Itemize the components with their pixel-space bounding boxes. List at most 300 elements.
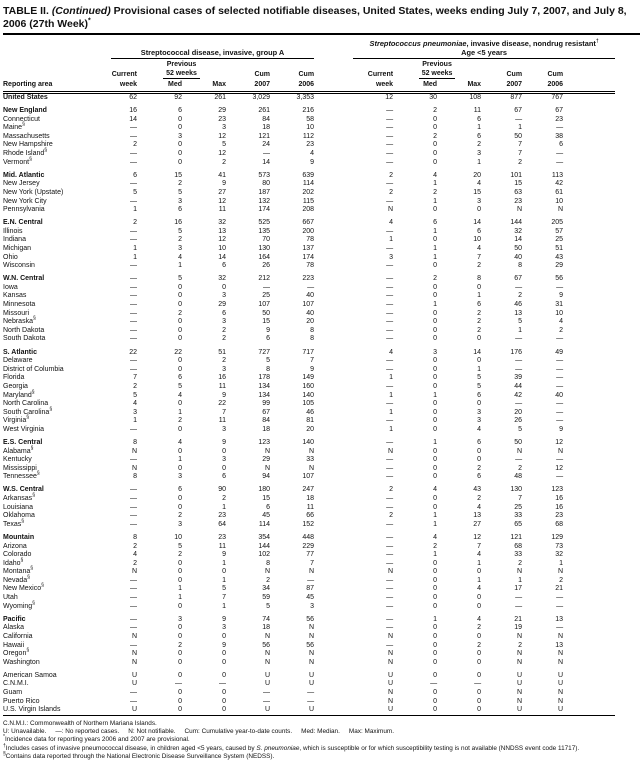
row-label: Utah <box>3 594 18 602</box>
spacer-cell <box>314 262 353 271</box>
data-cell: 59 <box>262 594 270 602</box>
data-cell: U <box>264 706 270 714</box>
table-row <box>3 107 615 116</box>
spacer-cell <box>314 706 353 715</box>
data-cell: 2 <box>178 417 182 425</box>
data-cell: — <box>386 438 394 446</box>
data-cell: 1 <box>222 576 226 584</box>
table-row <box>3 318 615 327</box>
data-cell: — <box>386 495 394 503</box>
data-cell: — <box>556 456 564 464</box>
data-cell: 140 <box>302 438 315 446</box>
row-label: Ohio <box>3 253 18 261</box>
data-cell: 26 <box>514 417 523 425</box>
data-cell: 2 <box>477 309 482 317</box>
spacer-cell <box>314 650 353 659</box>
data-cell: 5 <box>133 391 137 399</box>
data-cell: N <box>517 568 523 576</box>
data-cell: 10 <box>306 124 315 132</box>
row-label: Louisiana <box>3 503 33 511</box>
data-cell: U <box>131 680 137 688</box>
spacer-cell <box>563 456 615 465</box>
data-cell: 18 <box>306 495 315 503</box>
data-cell: 3 <box>222 292 226 300</box>
data-cell: 0 <box>433 576 438 584</box>
table-row <box>3 504 615 513</box>
data-cell: 9 <box>310 158 315 166</box>
row-label: C.N.M.I. <box>3 680 29 688</box>
data-cell: — <box>130 236 137 244</box>
data-cell: — <box>386 245 394 252</box>
data-cell: 0 <box>178 464 182 472</box>
data-cell: 50 <box>514 438 523 446</box>
data-cell: 114 <box>258 520 270 528</box>
data-cell: 0 <box>477 689 482 696</box>
data-cell: 2 <box>389 188 394 196</box>
data-cell: 56 <box>306 641 315 649</box>
data-cell: — <box>386 227 394 235</box>
data-cell: 7 <box>518 495 523 503</box>
data-cell: U <box>264 671 270 679</box>
data-cell: 9 <box>222 180 226 188</box>
spacer-cell <box>563 585 615 594</box>
data-cell: 667 <box>302 219 315 227</box>
table-row <box>3 189 615 198</box>
table-row <box>3 133 615 142</box>
data-cell: 0 <box>433 689 438 696</box>
data-cell: 1 <box>178 585 182 593</box>
row-label: New Jersey <box>3 180 40 188</box>
row-label: Rhode Island§ <box>3 147 48 158</box>
data-cell: 137 <box>302 245 315 252</box>
data-cell: 9 <box>222 438 226 446</box>
data-cell: 14 <box>473 219 482 227</box>
table-body <box>3 93 615 716</box>
data-cell: 2 <box>133 141 137 149</box>
spacer-cell <box>563 206 615 215</box>
data-cell: 68 <box>514 542 523 550</box>
data-cell: — <box>386 107 394 115</box>
data-cell: — <box>130 197 137 205</box>
data-cell: 20 <box>306 318 315 326</box>
data-cell: 0 <box>433 594 438 602</box>
data-cell: 2 <box>477 495 482 503</box>
data-cell: 16 <box>218 374 226 382</box>
data-cell: 448 <box>302 533 315 541</box>
data-cell: — <box>263 150 270 158</box>
data-cell: — <box>263 697 270 705</box>
data-cell: 20 <box>473 171 482 179</box>
data-cell: 50 <box>514 132 523 140</box>
spacer-cell <box>563 642 615 651</box>
data-cell: 525 <box>258 219 270 227</box>
data-cell: — <box>556 624 564 632</box>
row-label: Michigan <box>3 245 32 252</box>
data-cell: 21 <box>555 585 564 593</box>
data-cell: 23 <box>218 115 226 123</box>
data-cell: 11 <box>218 542 226 550</box>
data-cell: 6 <box>222 473 226 481</box>
data-cell: 20 <box>306 425 315 433</box>
data-cell: 84 <box>262 115 270 123</box>
data-cell: N <box>264 632 270 640</box>
data-cell: — <box>130 309 137 317</box>
data-cell: — <box>556 374 564 382</box>
data-cell: 1 <box>477 124 482 132</box>
data-cell: — <box>219 680 226 688</box>
data-cell: 2 <box>178 512 182 520</box>
data-cell: 2 <box>433 188 438 196</box>
data-cell: 3 <box>178 245 182 252</box>
row-label: New York City <box>3 197 47 205</box>
data-cell: 3 <box>222 425 226 433</box>
data-cell: 8 <box>133 438 137 446</box>
data-cell: 134 <box>258 382 270 390</box>
data-cell: 1 <box>389 236 394 244</box>
data-cell: 12 <box>218 132 226 140</box>
spacer-cell <box>314 577 353 586</box>
data-cell: 5 <box>133 188 137 196</box>
table-row <box>3 486 615 495</box>
data-cell: 101 <box>510 171 523 179</box>
data-cell: 12 <box>218 150 226 158</box>
data-cell: 0 <box>433 326 438 334</box>
row-label: Pennsylvania <box>3 206 45 214</box>
data-cell: 0 <box>477 632 482 640</box>
row-footnote-marker: § <box>22 121 25 128</box>
data-cell: 23 <box>218 512 226 520</box>
spacer-cell <box>563 284 615 293</box>
table-row <box>3 633 615 642</box>
col-cum-2006-a: Cum <box>298 71 315 78</box>
row-label: U.S. Virgin Islands <box>3 706 61 714</box>
data-cell: 25 <box>262 292 270 300</box>
col-cum-2007-a: Cum <box>254 71 270 78</box>
data-cell: — <box>515 365 523 373</box>
spacer-cell <box>563 706 615 715</box>
data-cell: 3 <box>178 197 182 205</box>
data-cell: N <box>309 568 315 576</box>
data-cell: 2 <box>178 309 182 317</box>
spacer-cell <box>563 133 615 142</box>
data-cell: 61 <box>555 188 564 196</box>
data-cell: N <box>264 447 270 455</box>
spacer-cell <box>563 426 615 435</box>
row-label: Idaho§ <box>3 557 24 567</box>
spacer-cell <box>314 448 353 457</box>
data-cell: 2 <box>477 464 482 472</box>
data-cell: — <box>386 357 394 365</box>
spacer-cell <box>563 107 615 116</box>
row-label: Missouri <box>3 309 30 317</box>
data-cell: 4 <box>477 585 482 593</box>
data-cell: — <box>130 326 137 334</box>
row-label: South Dakota <box>3 335 46 343</box>
data-cell: 16 <box>129 107 137 115</box>
data-cell: 1 <box>178 408 182 416</box>
spacer-cell <box>563 560 615 569</box>
row-footnote-marker: § <box>32 315 36 322</box>
data-cell: N <box>131 632 137 640</box>
data-cell: — <box>130 335 137 343</box>
data-cell: 41 <box>218 171 226 179</box>
spacer-cell <box>314 141 353 150</box>
spacer-cell <box>563 521 615 530</box>
data-cell: 11 <box>218 382 226 390</box>
data-cell: 9 <box>222 551 226 559</box>
data-cell: 6 <box>477 132 482 140</box>
data-cell: N <box>558 568 564 576</box>
data-cell: 15 <box>262 495 270 503</box>
data-cell: 34 <box>262 585 270 593</box>
footnote-dagger: †Includes cases of invasive pneumococcal disease, in children aged <5 years, caused by S. pneumoniae, which is susceptible or for which susceptibility testing is not available (NNDSS event code 11717). <box>3 742 580 752</box>
table-row <box>3 400 615 409</box>
data-cell: N <box>517 697 523 705</box>
data-cell: 2 <box>433 542 438 550</box>
data-cell: 13 <box>218 227 226 235</box>
data-cell: 9 <box>222 615 226 623</box>
data-cell: — <box>386 464 394 472</box>
data-cell: N <box>131 568 137 576</box>
data-cell: 21 <box>514 615 523 623</box>
data-cell: 7 <box>133 374 137 382</box>
data-cell: 3 <box>222 318 226 326</box>
row-label: Texas§ <box>3 518 25 528</box>
row-label: North Carolina <box>3 400 49 408</box>
data-cell: N <box>388 650 394 658</box>
data-cell: 13 <box>473 512 482 520</box>
data-cell: — <box>130 495 137 503</box>
table-row <box>3 568 615 577</box>
table-row <box>3 495 615 504</box>
row-footnote-marker: § <box>30 445 34 452</box>
data-cell: 4 <box>433 533 438 541</box>
data-cell: 877 <box>510 94 523 101</box>
spacer-cell <box>563 275 615 284</box>
row-label: Arkansas§ <box>3 492 35 503</box>
data-cell: 6 <box>433 219 438 227</box>
row-label: Oregon§ <box>3 647 30 658</box>
data-cell: — <box>130 585 137 593</box>
spacer-cell <box>563 465 615 474</box>
data-cell: 149 <box>302 374 315 382</box>
data-cell: — <box>130 689 137 696</box>
data-cell: — <box>556 602 564 610</box>
table-row <box>3 159 615 168</box>
data-cell: 5 <box>178 382 182 390</box>
data-cell: 144 <box>258 542 270 550</box>
spacer-cell <box>314 642 353 651</box>
data-cell: — <box>430 680 438 688</box>
data-cell: — <box>130 486 137 494</box>
data-cell: 10 <box>218 245 226 252</box>
data-cell: — <box>386 585 394 593</box>
data-cell: 15 <box>262 318 270 326</box>
data-cell: 1 <box>477 365 482 373</box>
data-cell: 6 <box>559 141 564 149</box>
data-cell: 123 <box>551 486 564 494</box>
data-cell: — <box>130 124 137 132</box>
table-row <box>3 551 615 560</box>
data-cell: 2 <box>477 262 482 270</box>
data-cell: — <box>130 520 137 528</box>
data-cell: — <box>556 473 564 481</box>
data-cell: 0 <box>433 632 438 640</box>
data-cell: 7 <box>310 357 315 365</box>
table-row <box>3 456 615 465</box>
data-cell: 87 <box>306 585 315 593</box>
data-cell: 0 <box>433 464 438 472</box>
data-cell: 0 <box>433 382 438 390</box>
data-cell: 0 <box>477 400 482 408</box>
data-cell: 1 <box>477 576 482 584</box>
data-cell: — <box>386 150 394 158</box>
data-cell: 48 <box>514 473 523 481</box>
data-cell: 107 <box>302 473 315 481</box>
data-cell: 0 <box>178 624 182 632</box>
row-label: United States <box>3 94 48 101</box>
data-cell: 5 <box>222 585 226 593</box>
data-cell: 0 <box>433 115 438 123</box>
data-cell: — <box>386 292 394 300</box>
data-cell: 0 <box>477 206 482 214</box>
data-cell: N <box>388 689 394 696</box>
data-cell: 0 <box>178 283 182 291</box>
data-cell: — <box>263 689 270 696</box>
data-cell: — <box>386 559 394 567</box>
spacer-cell <box>314 689 353 698</box>
data-cell: — <box>515 357 523 365</box>
data-cell: — <box>386 602 394 610</box>
data-cell: 0 <box>178 141 182 149</box>
data-cell: — <box>386 520 394 528</box>
data-cell: N <box>517 658 523 666</box>
data-cell: 3 <box>178 615 182 623</box>
data-cell: 3 <box>389 253 394 261</box>
data-cell: — <box>307 697 315 705</box>
data-cell: 4 <box>477 425 482 433</box>
data-cell: 8 <box>266 365 270 373</box>
data-cell: — <box>386 473 394 481</box>
data-cell: — <box>386 141 394 149</box>
spacer-cell <box>563 245 615 254</box>
data-cell: 0 <box>477 706 482 714</box>
data-cell: 3 <box>310 602 315 610</box>
data-cell: 67 <box>514 107 523 115</box>
data-cell: 0 <box>477 671 482 679</box>
data-cell: 12 <box>385 94 394 101</box>
data-cell: 56 <box>306 615 315 623</box>
data-cell: 5 <box>266 357 270 365</box>
data-cell: U <box>517 680 523 688</box>
data-cell: 0 <box>433 318 438 326</box>
data-cell: 0 <box>222 697 226 705</box>
spacer-cell <box>563 349 615 358</box>
data-cell: 2 <box>178 180 182 188</box>
data-cell: 5 <box>266 602 270 610</box>
data-cell: 121 <box>510 533 523 541</box>
spacer-cell <box>314 93 353 103</box>
data-cell: 174 <box>302 253 315 261</box>
data-cell: 6 <box>477 391 482 399</box>
data-cell: 2 <box>222 357 226 365</box>
data-cell: 107 <box>258 301 270 309</box>
data-cell: — <box>386 115 394 123</box>
table-row <box>3 642 615 651</box>
table-row <box>3 439 615 448</box>
table-row <box>3 706 615 715</box>
data-cell: — <box>175 680 182 688</box>
data-cell: 0 <box>433 400 438 408</box>
data-cell: 2 <box>477 141 482 149</box>
data-cell: 50 <box>514 245 523 252</box>
data-cell: 10 <box>174 533 182 541</box>
data-cell: U <box>131 706 137 714</box>
data-cell: 2 <box>518 559 523 567</box>
spacer-cell <box>563 219 615 228</box>
table-row <box>3 521 615 530</box>
data-cell: — <box>386 365 394 373</box>
data-cell: 2 <box>133 559 137 567</box>
data-cell: — <box>386 158 394 166</box>
data-cell: 33 <box>306 456 315 464</box>
data-cell: 0 <box>178 495 182 503</box>
data-cell: 1 <box>477 292 482 300</box>
row-label: Puerto Rico <box>3 697 40 705</box>
data-cell: 3 <box>477 408 482 416</box>
spacer-cell <box>314 521 353 530</box>
data-cell: 0 <box>433 456 438 464</box>
spacer-cell <box>314 133 353 142</box>
data-cell: 12 <box>218 236 226 244</box>
data-cell: 0 <box>433 671 438 679</box>
data-cell: 6 <box>178 486 182 494</box>
data-cell: 43 <box>555 253 564 261</box>
data-cell: 7 <box>477 253 482 261</box>
data-cell: 767 <box>551 94 564 101</box>
table-row <box>3 93 615 103</box>
data-cell: — <box>556 594 564 602</box>
spacer-cell <box>563 366 615 375</box>
data-cell: — <box>130 283 137 291</box>
col-previous-52weeks-a: Previous 52 weeks <box>163 61 200 79</box>
data-cell: 0 <box>477 697 482 705</box>
row-footnote-marker: § <box>41 583 44 590</box>
data-cell: 0 <box>433 236 438 244</box>
data-cell: 40 <box>514 253 523 261</box>
spacer-cell <box>563 448 615 457</box>
data-cell: — <box>386 533 394 541</box>
data-cell: 22 <box>174 348 182 356</box>
data-cell: 5 <box>477 374 482 382</box>
data-cell: 16 <box>174 219 182 227</box>
spacer-cell <box>563 392 615 401</box>
data-cell: 14 <box>473 348 482 356</box>
data-cell: N <box>517 689 523 696</box>
spacer-cell <box>563 650 615 659</box>
spacer-cell <box>563 659 615 668</box>
data-cell: 3,353 <box>296 94 315 101</box>
data-cell: U <box>558 680 564 688</box>
data-cell: 65 <box>514 520 523 528</box>
data-cell: 58 <box>306 115 315 123</box>
data-cell: 0 <box>178 658 182 666</box>
data-cell: — <box>386 283 394 291</box>
data-cell: — <box>556 382 564 390</box>
data-cell: 1 <box>433 551 438 559</box>
data-cell: 5 <box>518 425 523 433</box>
data-cell: N <box>517 206 523 214</box>
